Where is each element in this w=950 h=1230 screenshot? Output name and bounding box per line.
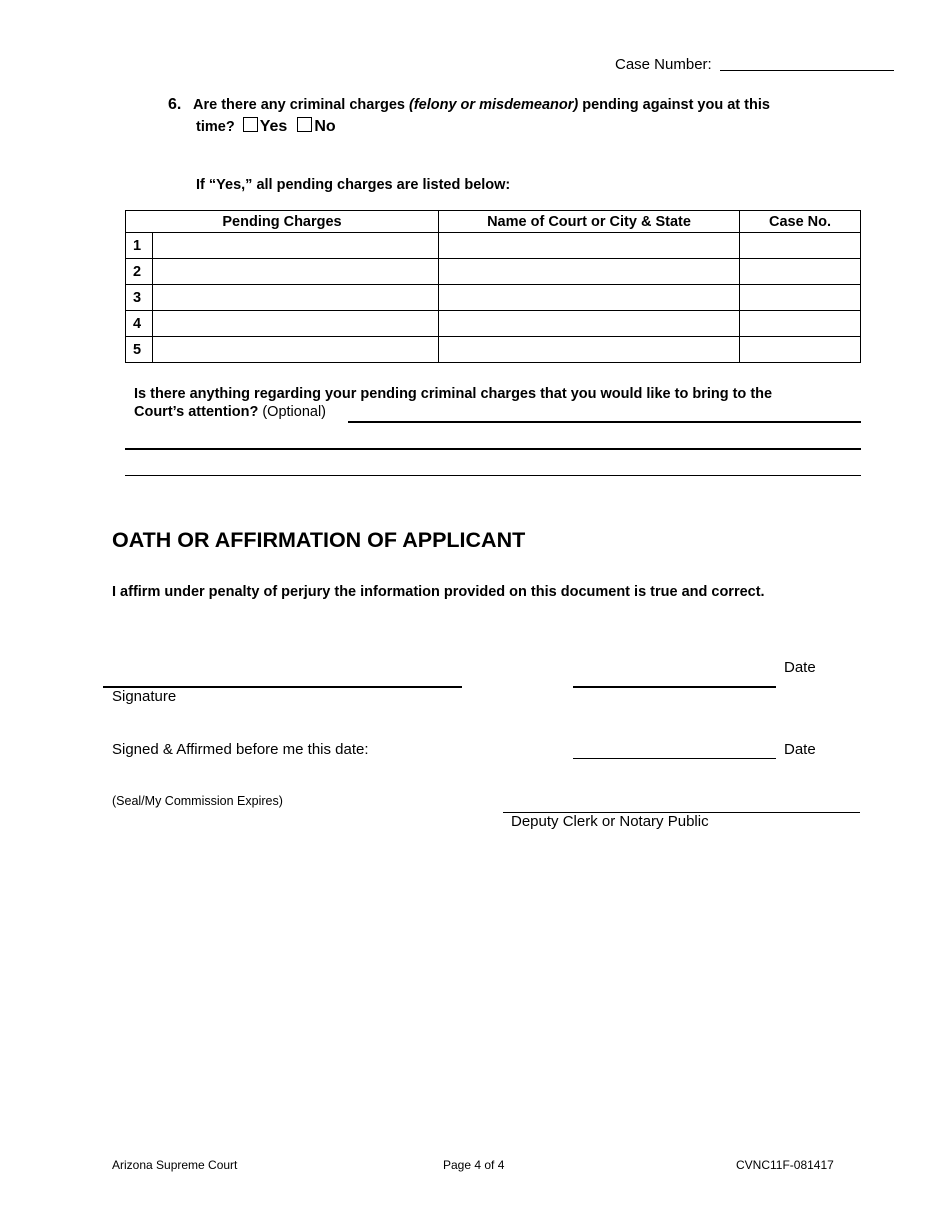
pending-charges-header: Pending Charges (126, 211, 439, 233)
signature-label: Signature (112, 688, 177, 705)
row-number: 1 (126, 233, 153, 259)
case-no-cell[interactable] (740, 233, 861, 259)
if-yes-instruction: If “Yes,” all pending charges are listed below: (196, 177, 511, 193)
table-row (126, 259, 861, 285)
row-number: 4 (126, 311, 153, 337)
question-text-time: time? (196, 119, 235, 135)
table-row (126, 233, 861, 259)
court-cell[interactable] (439, 311, 740, 337)
question-6-line2 (196, 117, 336, 136)
yes-checkbox[interactable] (243, 117, 258, 132)
table-header-row (126, 211, 861, 233)
court-cell[interactable] (439, 259, 740, 285)
yes-label: Yes (259, 118, 288, 135)
court-cell[interactable] (439, 233, 740, 259)
no-label: No (314, 118, 336, 135)
no-checkbox[interactable] (297, 117, 312, 132)
question-6-text (193, 97, 770, 113)
attention-answer-line-1[interactable] (348, 421, 861, 423)
optional-label: (Optional) (262, 404, 327, 420)
date-line-1[interactable] (573, 686, 776, 688)
question-text-end: pending against you at this (582, 97, 770, 113)
question-text-start: Are there any criminal charges (193, 97, 405, 113)
court-cell[interactable] (439, 285, 740, 311)
charge-cell[interactable] (153, 233, 439, 259)
table-row (126, 285, 861, 311)
date-label-2: Date (784, 741, 816, 758)
attention-question-bold: Court’s attention? (134, 404, 259, 420)
court-header: Name of Court or City & State (439, 211, 740, 233)
case-number-label: Case Number: (615, 56, 712, 73)
attention-answer-line-2[interactable] (125, 448, 861, 450)
deputy-label: Deputy Clerk or Notary Public (511, 813, 709, 830)
attention-question-line1: Is there anything regarding your pending criminal charges that you would like to bring to the (134, 386, 773, 402)
table-row (126, 337, 861, 363)
table-row (126, 311, 861, 337)
oath-title: OATH OR AFFIRMATION OF APPLICANT (112, 528, 526, 552)
case-no-cell[interactable] (740, 337, 861, 363)
row-number: 2 (126, 259, 153, 285)
row-number: 3 (126, 285, 153, 311)
attention-question-line2 (134, 404, 326, 420)
attention-answer-line-3[interactable] (125, 475, 861, 476)
charge-cell[interactable] (153, 259, 439, 285)
oath-statement: I affirm under penalty of perjury the information provided on this document is true and correct. (112, 584, 765, 600)
footer-page-number: Page 4 of 4 (443, 1158, 505, 1172)
date-line-2[interactable] (573, 758, 776, 759)
question-text-italic: (felony or misdemeanor) (409, 97, 579, 113)
case-no-cell[interactable] (740, 259, 861, 285)
charge-cell[interactable] (153, 285, 439, 311)
footer-form-code: CVNC11F-081417 (736, 1158, 834, 1172)
row-number: 5 (126, 337, 153, 363)
charge-cell[interactable] (153, 311, 439, 337)
date-label-1: Date (784, 659, 816, 676)
charge-cell[interactable] (153, 337, 439, 363)
footer-left: Arizona Supreme Court (112, 1158, 238, 1172)
seal-label: (Seal/My Commission Expires) (112, 794, 283, 808)
case-no-cell[interactable] (740, 285, 861, 311)
case-number-field[interactable] (720, 70, 894, 71)
court-cell[interactable] (439, 337, 740, 363)
question-number: 6. (168, 96, 182, 113)
signed-affirmed-label: Signed & Affirmed before me this date: (112, 741, 369, 758)
case-no-header: Case No. (740, 211, 861, 233)
pending-charges-table (125, 210, 861, 363)
case-no-cell[interactable] (740, 311, 861, 337)
